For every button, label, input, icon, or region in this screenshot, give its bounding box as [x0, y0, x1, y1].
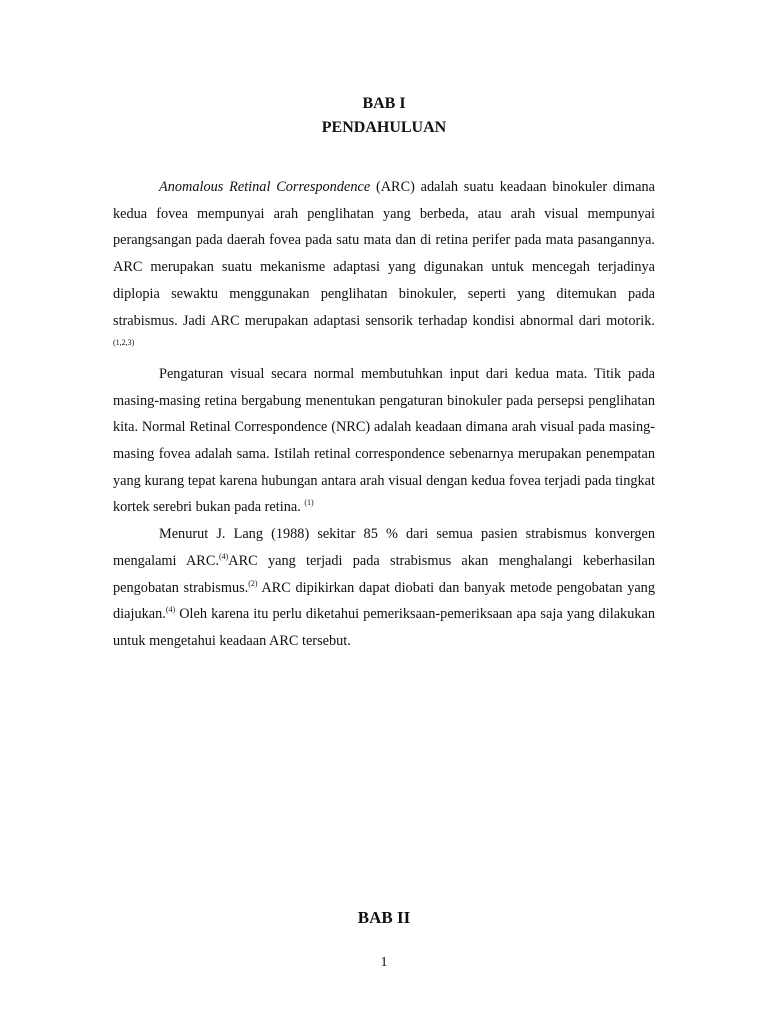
paragraph-3-text-d: Oleh karena itu perlu diketahui pemeriksaan-pemeriksaan apa saja yang dilakukan untuk mengetahui keadaan ARC tersebut. — [113, 606, 655, 649]
paragraph-3-text-c: ARC dipikirkan dapat diobati dan banyak metode pengobatan yang diajukan. — [113, 579, 655, 623]
citation-ref: (4) — [218, 551, 229, 561]
paragraph-3-text-b: ARC yang terjadi pada strabismus akan menghalangi keberhasilan pengobatan strabismus. — [113, 552, 656, 596]
next-chapter-heading: BAB II — [357, 908, 411, 927]
paragraph-2 — [113, 361, 655, 521]
italic-term: Anomalous Retinal Correspondence — [159, 179, 371, 195]
page-number: 1 — [380, 955, 388, 970]
paragraph-1 — [113, 174, 655, 361]
paragraph-1-text: (ARC) adalah suatu keadaan binokuler dimana kedua fovea mempunyai arah penglihatan yang berbeda, atau arah visual mempunyai perangsangan pada daerah fovea pada satu mata dan di retina perifer pada mata pasangannya. ARC merupakan suatu mekanisme adaptasi yang digunakan untuk mencegah terjadinya diplopia sewaktu menggunakan penglihatan binokuler, seperti yang ditemukan pada strabismus. Jadi ARC merupakan adaptasi sensorik terhadap kondisi abnormal dari motorik. — [113, 179, 655, 329]
paragraph-3 — [113, 521, 655, 655]
citation-ref: (1) — [304, 498, 314, 508]
citation-ref: (4) — [165, 605, 176, 615]
citation-ref: (1,2,3) — [113, 338, 135, 348]
body-text — [113, 174, 655, 655]
chapter-heading: BAB I — [362, 95, 406, 112]
paragraph-2-text: Pengaturan visual secara normal membutuhkan input dari kedua mata. Titik pada masing-masing retina bergabung menentukan pengaturan binokuler pada persepsi penglihatan kita. Normal Retinal Correspondence (NRC) adalah keadaan dimana arah visual pada masing-masing fovea adalah sama. Istilah retinal correspondence sebenarnya merupakan penempatan yang kurang tepat karena hubungan antara arah visual dengan kedua fovea terjadi pada tingkat kortek serebri bukan pada retina. — [113, 365, 655, 516]
chapter-title: PENDAHULUAN — [321, 119, 447, 136]
citation-ref: (2) — [248, 578, 258, 588]
paragraph-3-text-a: Menurut J. Lang (1988) sekitar 85 % dari semua pasien strabismus konvergen mengalami ARC. — [113, 526, 655, 569]
